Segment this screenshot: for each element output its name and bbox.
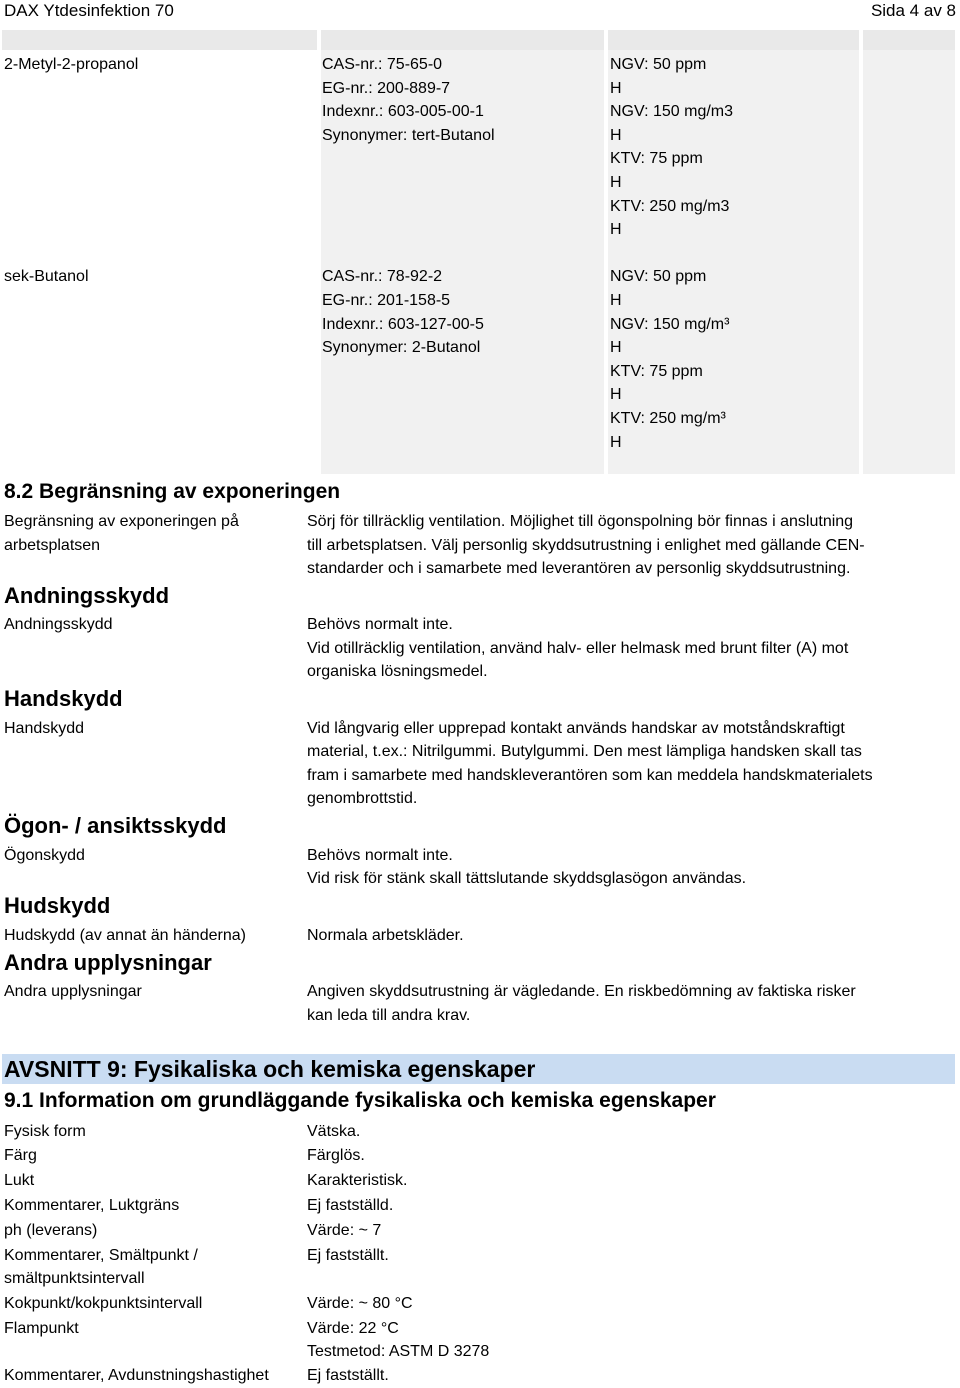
field-label: Andra upplysningar	[4, 983, 142, 1000]
subsection-heading: Andra upplysningar	[4, 950, 212, 975]
field-text: organiska lösningsmedel.	[307, 663, 488, 680]
page-number: Sida 4 av 8	[870, 1, 956, 20]
field-text: Sörj för tillräcklig ventilation. Möjlighet till ögonspolning bör finnas i anslutning	[307, 513, 854, 530]
field-text: material, t.ex.: Nitrilgummi. Butylgummi. Den mest lämpliga handsken skall tas	[307, 743, 862, 760]
field-label: Ögonskydd	[4, 847, 85, 864]
property-label: Flampunkt	[4, 1320, 79, 1337]
property-value: Färglös.	[307, 1147, 365, 1164]
limit-value: H	[610, 80, 622, 97]
subsection-heading: Andningsskydd	[4, 583, 170, 608]
limit-value: H	[610, 339, 622, 356]
section-subtitle: 9.1 Information om grundläggande fysikaliska och kemiska egenskaper	[4, 1089, 716, 1112]
property-value: Ej fastställt.	[307, 1247, 389, 1264]
field-text: Vid otillräcklig ventilation, använd halv- eller helmask med brunt filter (A) mot	[307, 640, 849, 657]
property-label: Färg	[4, 1147, 37, 1164]
property-label: Kommentarer, Smältpunkt /	[4, 1247, 198, 1264]
field-text: kan leda till andra krav.	[307, 1007, 471, 1024]
field-label: Andningsskydd	[4, 616, 113, 633]
field-text: fram i samarbete med handskleverantören som kan meddela handskmaterialets	[307, 767, 873, 784]
substance-id: EG-nr.: 201-158-5	[322, 292, 451, 309]
limit-value: NGV: 150 mg/m3	[610, 103, 734, 120]
limit-value: H	[610, 386, 622, 403]
substance-id: EG-nr.: 200-889-7	[322, 80, 451, 97]
property-value: Testmetod: ASTM D 3278	[307, 1343, 490, 1360]
limit-value: H	[610, 127, 622, 144]
property-label: Kommentarer, Avdunstningshastighet	[4, 1367, 269, 1384]
property-value: Värde: ~ 80 °C	[307, 1295, 413, 1312]
property-value: Värde: 22 °C	[307, 1320, 399, 1337]
limit-value: H	[610, 434, 622, 451]
table-header-cell	[863, 30, 955, 50]
limit-value: H	[610, 292, 622, 309]
property-label: Fysisk form	[4, 1123, 86, 1140]
field-text: Vid långvarig eller upprepad kontakt används handskar av motståndskraftigt	[307, 720, 845, 737]
property-value: Vätska.	[307, 1123, 361, 1140]
property-label: smältpunktsintervall	[4, 1270, 145, 1287]
subsection-heading: Ögon- / ansiktsskydd	[4, 813, 227, 838]
section-banner-title: AVSNITT 9: Fysikaliska och kemiska egenskaper	[4, 1056, 536, 1082]
substance-id: Synonymer: tert-Butanol	[322, 127, 495, 144]
limit-value: KTV: 75 ppm	[610, 150, 703, 167]
property-label: ph (leverans)	[4, 1222, 98, 1239]
field-text: Normala arbetskläder.	[307, 927, 464, 944]
limit-value: NGV: 50 ppm	[610, 56, 707, 73]
limit-value: KTV: 250 mg/m3	[610, 198, 730, 215]
field-label: Begränsning av exponeringen på	[4, 513, 239, 530]
table-header-cell	[608, 30, 859, 50]
section-title: 8.2 Begränsning av exponeringen	[4, 480, 341, 503]
substance-name: 2-Metyl-2-propanol	[4, 56, 139, 73]
limit-value: H	[610, 221, 622, 238]
substance-id: Indexnr.: 603-127-00-5	[322, 316, 484, 333]
field-text: standarder och i samarbete med leverantören av personlig skyddsutrustning.	[307, 560, 851, 577]
table-column-bg	[863, 50, 955, 474]
subsection-heading: Hudskydd	[4, 893, 111, 918]
limit-value: NGV: 50 ppm	[610, 268, 707, 285]
section-banner	[2, 1054, 955, 1084]
substance-id: Indexnr.: 603-005-00-1	[322, 103, 484, 120]
property-value: Ej fastställt.	[307, 1367, 389, 1384]
subsection-heading: Handskydd	[4, 686, 123, 711]
limit-value: KTV: 250 mg/m³	[610, 410, 726, 427]
field-text: Vid risk för stänk skall tättslutande skyddsglasögon användas.	[307, 870, 747, 887]
substance-id: CAS-nr.: 75-65-0	[322, 56, 443, 73]
field-label: Handskydd	[4, 720, 85, 737]
property-value: Karakteristisk.	[307, 1172, 408, 1189]
table-header-cell	[321, 30, 604, 50]
page-header	[0, 0, 960, 24]
substance-name: sek-Butanol	[4, 268, 89, 285]
field-label: Hudskydd (av annat än händerna)	[4, 927, 246, 944]
property-label: Kommentarer, Luktgräns	[4, 1197, 180, 1214]
field-text: till arbetsplatsen. Välj personlig skyddsutrustning i enlighet med gällande CEN-	[307, 537, 865, 554]
document-title: DAX Ytdesinfektion 70	[4, 1, 174, 20]
field-text: Angiven skyddsutrustning är vägledande. En riskbedömning av faktiska risker	[307, 983, 856, 1000]
property-label: Kokpunkt/kokpunktsintervall	[4, 1295, 203, 1312]
limit-value: NGV: 150 mg/m³	[610, 316, 730, 333]
substance-id: CAS-nr.: 78-92-2	[322, 268, 443, 285]
field-text: Behövs normalt inte.	[307, 847, 453, 864]
limit-value: KTV: 75 ppm	[610, 363, 703, 380]
limit-value: H	[610, 174, 622, 191]
property-label: Lukt	[4, 1172, 35, 1189]
table-header-cell	[2, 30, 317, 50]
field-text: Behövs normalt inte.	[307, 616, 453, 633]
property-value: Värde: ~ 7	[307, 1222, 382, 1239]
substance-id: Synonymer: 2-Butanol	[322, 339, 481, 356]
field-label: arbetsplatsen	[4, 537, 101, 554]
property-value: Ej fastställd.	[307, 1197, 394, 1214]
field-text: genombrottstid.	[307, 790, 418, 807]
